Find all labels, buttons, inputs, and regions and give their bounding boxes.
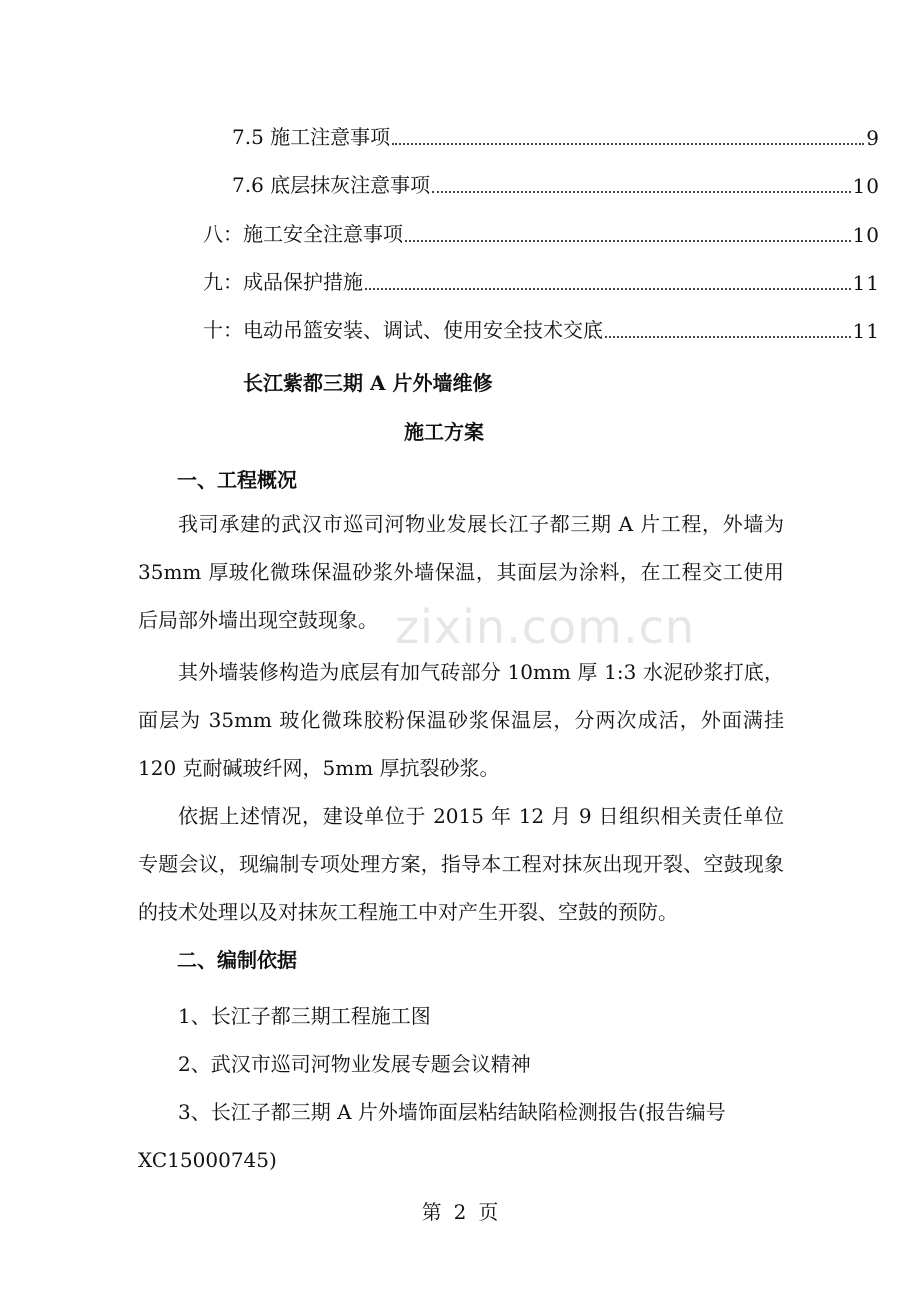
toc-leader — [405, 239, 851, 242]
paragraph: 我司承建的武汉市巡司河物业发展长江子都三期 A 片工程，外墙为 35mm 厚玻化微珠保温砂浆外墙保温，其面层为涂料，在工程交工使用后局部外墙出现空鼓现象。 — [138, 512, 784, 632]
list-item: 1、长江子都三期工程施工图 — [178, 1004, 431, 1028]
paragraph: 其外墙装修构造为底层有加气砖部分 10mm 厚 1:3 水泥砂浆打底，面层为 35mm 玻化微珠胶粉保温砂浆保温层，分两次成活，外面满挂 120 克耐碱玻纤网，5mm 厚抗裂砂浆。 — [138, 660, 784, 780]
toc-label: 7.6 底层抹灰注意事项 — [232, 173, 431, 197]
footer-prefix: 第 — [421, 1200, 442, 1224]
document-subtitle: 施工方案 — [404, 420, 484, 444]
watermark: zixin.com.cn — [395, 600, 696, 654]
toc-row[interactable] — [203, 217, 880, 247]
page-footer — [0, 1196, 920, 1225]
toc-label: 7.5 施工注意事项 — [232, 125, 391, 149]
toc-leader — [365, 287, 851, 290]
toc-label: 十：电动吊篮安装、调试、使用安全技术交底 — [203, 318, 603, 342]
footer-suffix: 页 — [478, 1200, 499, 1224]
toc-leader — [432, 190, 850, 193]
toc-row[interactable] — [203, 313, 880, 343]
toc-page-number: 10 — [852, 223, 880, 247]
page-number: 2 — [453, 1200, 467, 1224]
section-heading-overview: 一、工程概况 — [177, 468, 297, 492]
toc-leader — [392, 142, 864, 145]
section-heading-basis: 二、编制依据 — [177, 948, 297, 972]
toc-page-number: 10 — [852, 174, 880, 198]
document-title: 长江紫都三期 A 片外墙维修 — [243, 371, 493, 395]
toc-page-number: 11 — [852, 271, 880, 295]
toc-page-number: 9 — [866, 126, 880, 150]
list-item: 3、长江子都三期 A 片外墙饰面层粘结缺陷检测报告(报告编号 XC15000745) — [138, 1100, 726, 1172]
toc-page-number: 11 — [852, 319, 880, 343]
toc-row[interactable] — [232, 120, 880, 150]
toc-label: 八：施工安全注意事项 — [203, 222, 403, 246]
toc-row[interactable] — [203, 265, 880, 295]
paragraph: 依据上述情况，建设单位于 2015 年 12 月 9 日组织相关责任单位专题会议，现编制专项处理方案，指导本工程对抹灰出现开裂、空鼓现象的技术处理以及对抹灰工程施工中对产生开裂、空鼓的预防。 — [138, 804, 784, 924]
toc-leader — [605, 335, 851, 338]
toc-row[interactable] — [232, 168, 880, 198]
toc-label: 九：成品保护措施 — [203, 270, 363, 294]
list-item: 2、武汉市巡司河物业发展专题会议精神 — [178, 1052, 531, 1076]
